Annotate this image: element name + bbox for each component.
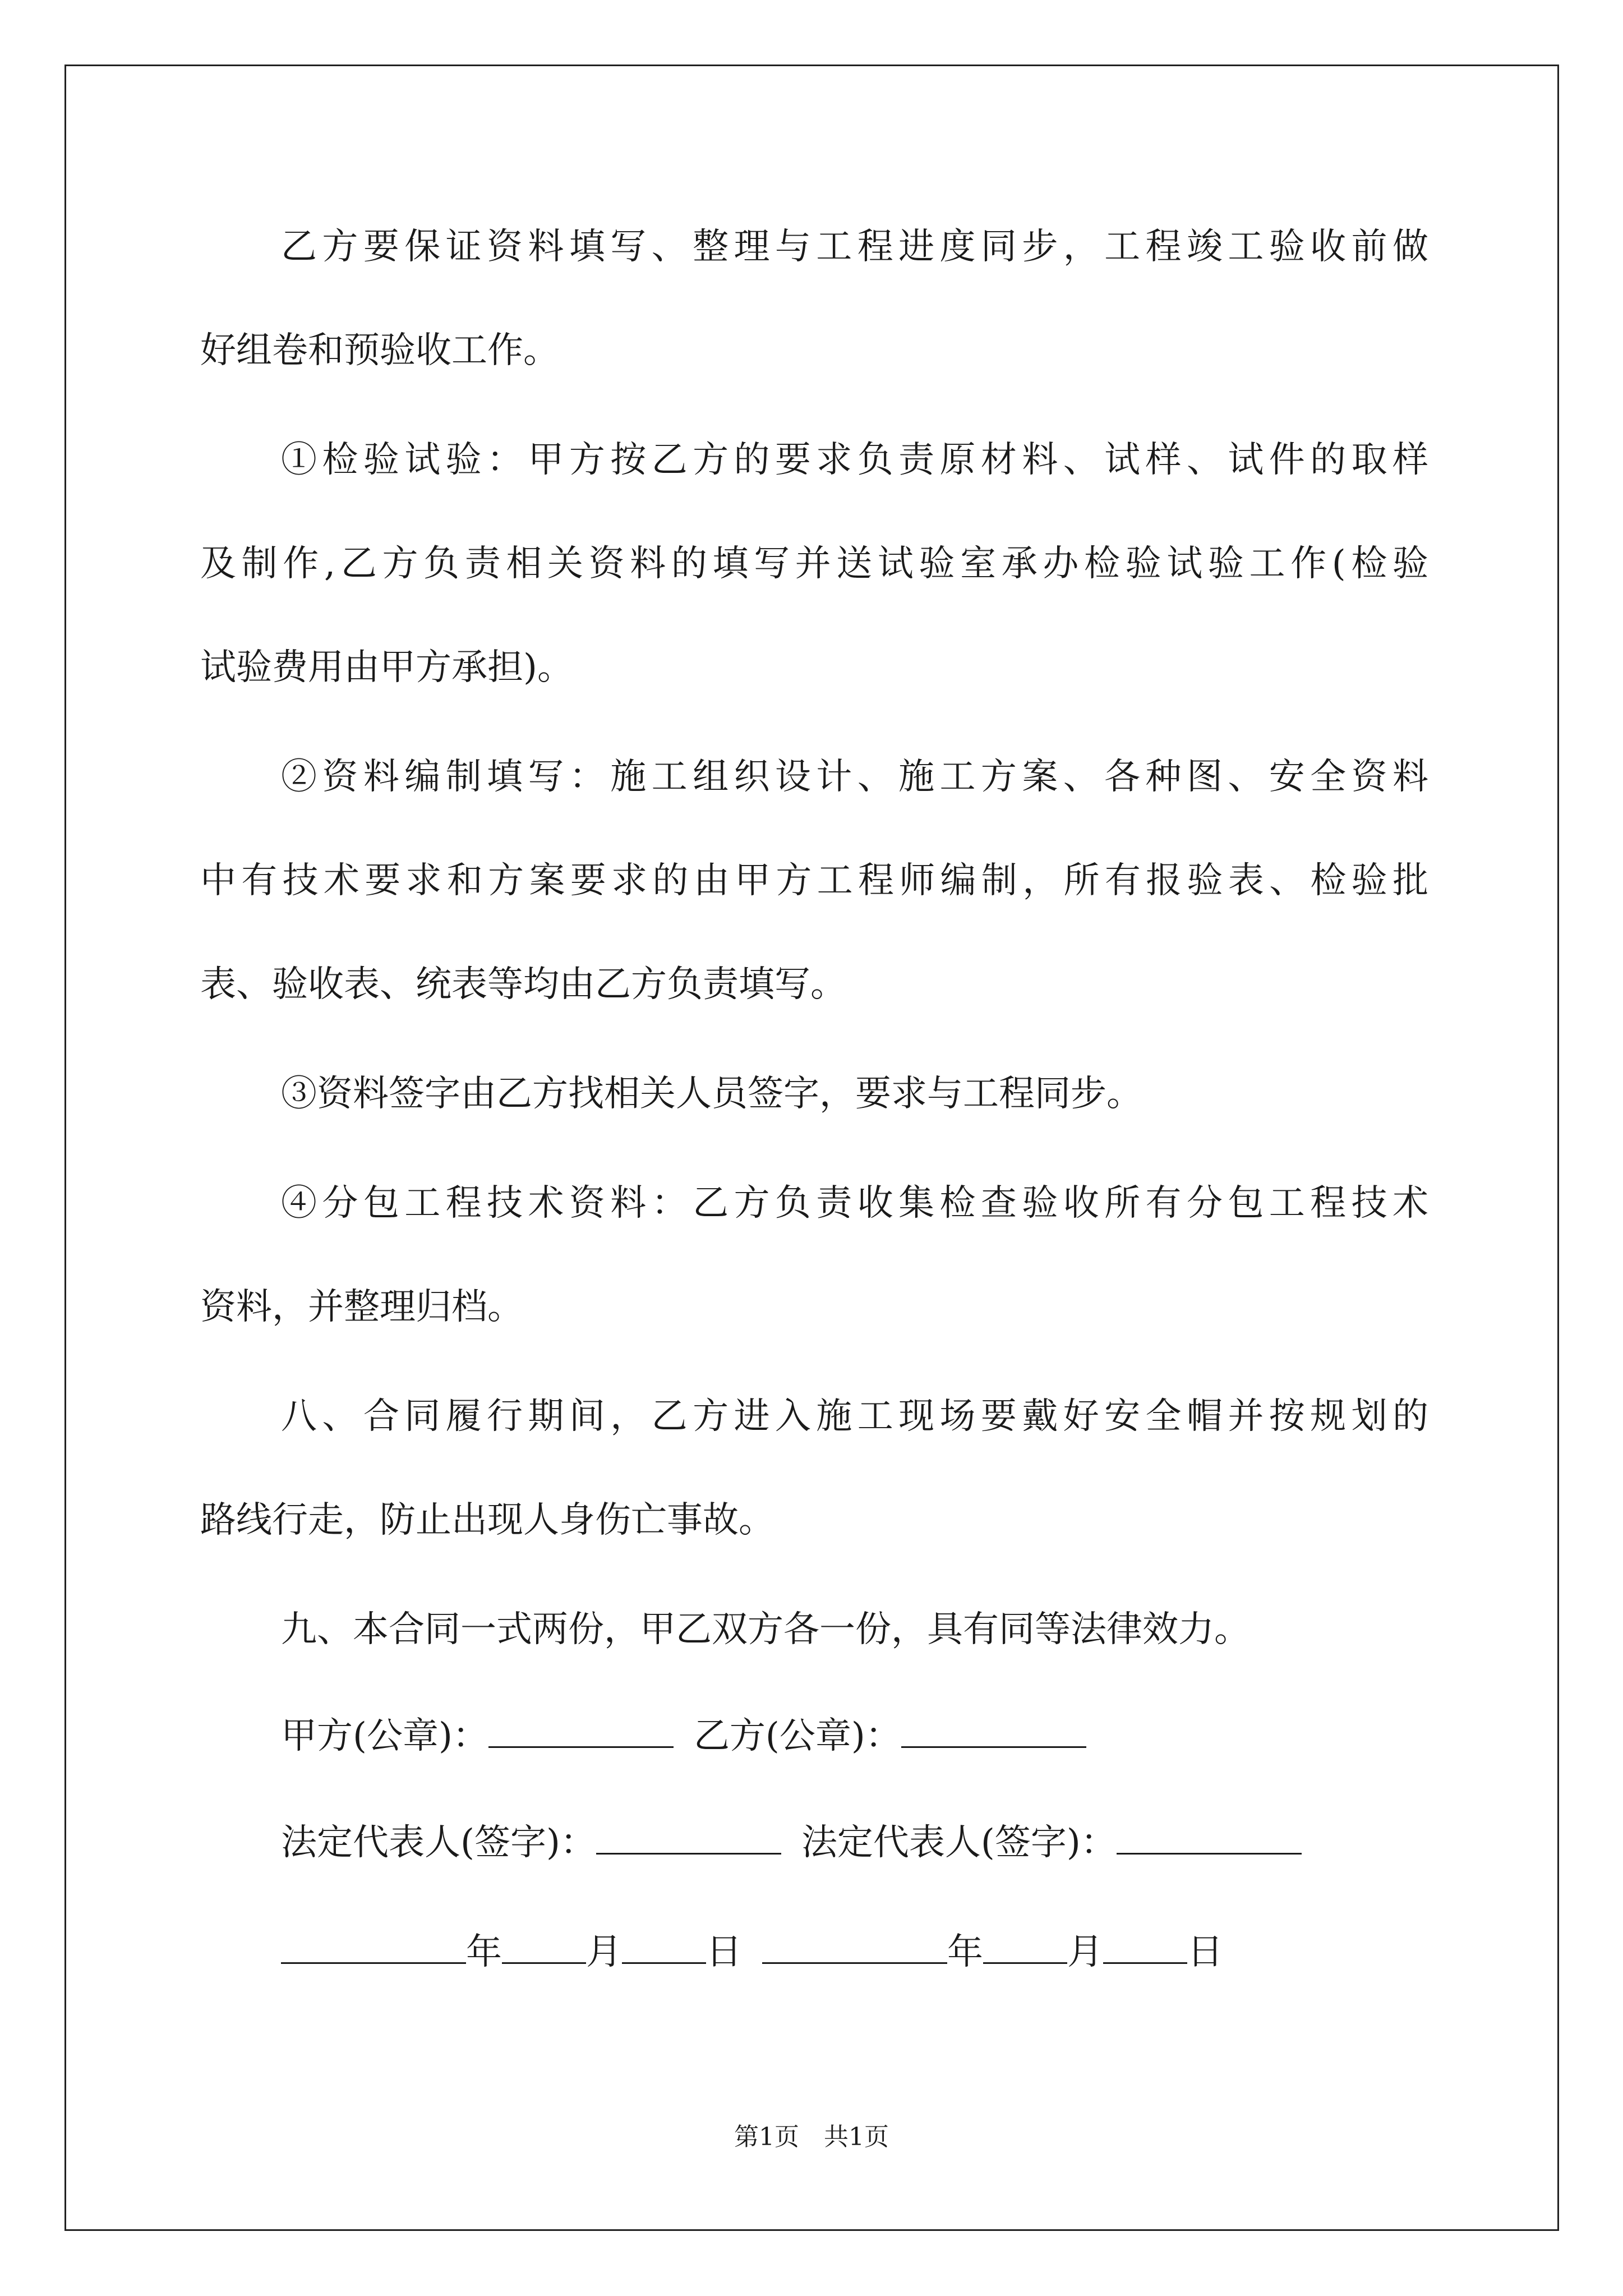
party-a-year-blank xyxy=(281,1927,466,1964)
party-b-rep-label: 法定代表人(签字)： xyxy=(801,1822,1117,1864)
year-label: 年 xyxy=(466,1931,502,1973)
day-label: 日 xyxy=(1187,1931,1223,1973)
date-line xyxy=(281,1927,1223,1977)
party-b-seal-label: 乙方(公章)： xyxy=(693,1715,901,1757)
party-b-rep-blank xyxy=(1117,1818,1302,1855)
paragraph-line: ①检验试验：甲方按乙方的要求负责原材料、试样、试件的取样 xyxy=(281,439,1428,481)
day-label: 日 xyxy=(706,1931,742,1973)
paragraph-line: ④分包工程技术资料：乙方负责收集检查验收所有分包工程技术 xyxy=(281,1182,1428,1224)
party-a-day-blank xyxy=(622,1927,706,1964)
paragraph-line: 九、本合同一式两份，甲乙双方各一份，具有同等法律效力。 xyxy=(281,1609,1250,1650)
paragraph-line: 好组卷和预验收工作。 xyxy=(200,330,559,371)
page-footer: 第1页 共1页 xyxy=(734,2123,889,2151)
paragraph-line: ②资料编制填写：施工组织设计、施工方案、各种图、安全资料 xyxy=(281,756,1428,798)
month-label: 月 xyxy=(586,1931,622,1973)
page-border xyxy=(64,65,1559,2231)
party-a-month-blank xyxy=(502,1927,586,1964)
party-b-seal-blank xyxy=(901,1711,1086,1748)
representative-line xyxy=(281,1818,1302,1868)
paragraph-line: 乙方要保证资料填写、整理与工程进度同步，工程竣工验收前做 xyxy=(281,226,1428,268)
paragraph-line: 八、合同履行期间，乙方进入施工现场要戴好安全帽并按规划的 xyxy=(281,1396,1428,1437)
paragraph-line: 中有技术要求和方案要求的由甲方工程师编制，所有报验表、检验批 xyxy=(200,860,1428,901)
party-a-seal-blank xyxy=(488,1711,674,1748)
paragraph-line: 试验费用由甲方承担)。 xyxy=(200,647,573,688)
year-label: 年 xyxy=(947,1931,983,1973)
party-a-rep-label: 法定代表人(签字)： xyxy=(281,1822,596,1864)
party-a-rep-blank xyxy=(596,1818,781,1855)
seal-line xyxy=(281,1711,1086,1761)
paragraph-line: 路线行走，防止出现人身伤亡事故。 xyxy=(200,1499,774,1541)
paragraph-line: 及制作,乙方负责相关资料的填写并送试验室承办检验试验工作(检验 xyxy=(200,543,1428,585)
party-b-day-blank xyxy=(1103,1927,1187,1964)
party-b-year-blank xyxy=(762,1927,947,1964)
party-a-seal-label: 甲方(公章)： xyxy=(281,1715,488,1757)
paragraph-line: 表、验收表、统表等均由乙方负责填写。 xyxy=(200,964,846,1005)
month-label: 月 xyxy=(1067,1931,1103,1973)
party-b-month-blank xyxy=(983,1927,1067,1964)
paragraph-line: ③资料签字由乙方找相关人员签字，要求与工程同步。 xyxy=(281,1073,1142,1115)
paragraph-line: 资料，并整理归档。 xyxy=(200,1286,523,1328)
